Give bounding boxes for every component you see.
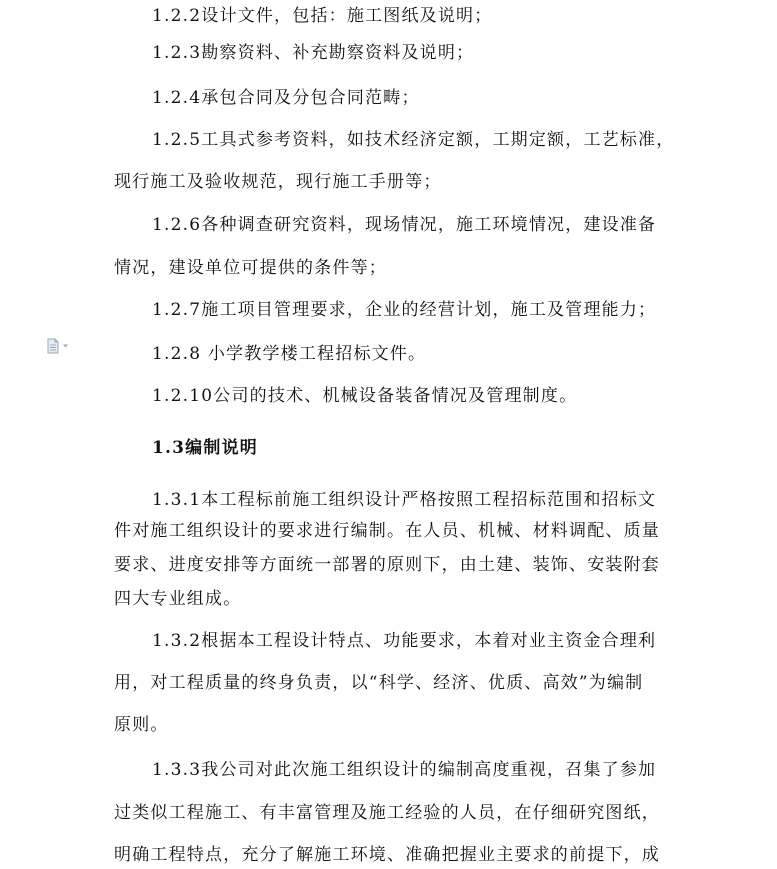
paragraph-1-3-1-line-4: 四大专业组成。 bbox=[114, 589, 242, 609]
paragraph-1-3-3-line-3: 明确工程特点，充分了解施工环境、准确把握业主要求的前提下，成 bbox=[114, 845, 660, 865]
chevron-down-icon bbox=[62, 343, 69, 349]
paragraph-1-3-1-line-2: 件对施工组织设计的要求进行编制。在人员、机械、材料调配、质量 bbox=[114, 521, 660, 541]
paragraph-1-2-3: 1.2.3勘察资料、补充勘察资料及说明； bbox=[152, 43, 475, 63]
paragraph-1-3-3-line-1: 1.3.3我公司对此次施工组织设计的编制高度重视，召集了参加 bbox=[152, 760, 657, 780]
document-page-icon bbox=[46, 338, 60, 354]
paragraph-1-3-1-line-3: 要求、进度安排等方面统一部署的原则下，由土建、装饰、安装附套 bbox=[114, 555, 660, 575]
paragraph-1-3-1-line-1: 1.3.1本工程标前施工组织设计严格按照工程招标范围和招标文 bbox=[152, 490, 657, 510]
paragraph-1-2-8: 1.2.8 小学教学楼工程招标文件。 bbox=[152, 344, 427, 364]
paragraph-1-2-10: 1.2.10公司的技术、机械设备装备情况及管理制度。 bbox=[152, 386, 578, 406]
paragraph-1-2-6-line-1: 1.2.6各种调查研究资料，现场情况，施工环境情况，建设准备 bbox=[152, 215, 657, 235]
paragraph-1-3-3-line-2: 过类似工程施工、有丰富管理及施工经验的人员，在仔细研究图纸， bbox=[114, 803, 660, 823]
paragraph-1-2-7: 1.2.7施工项目管理要求，企业的经营计划，施工及管理能力； bbox=[152, 300, 657, 320]
paragraph-1-2-5-line-2: 现行施工及验收规范，现行施工手册等； bbox=[114, 172, 442, 192]
paragraph-1-2-5-line-1: 1.2.5工具式参考资料，如技术经济定额，工期定额，工艺标准， bbox=[152, 130, 675, 150]
document-icon[interactable] bbox=[46, 338, 74, 354]
section-heading-1-3: 1.3编制说明 bbox=[152, 438, 258, 458]
paragraph-1-3-2-line-3: 原则。 bbox=[114, 715, 169, 735]
paragraph-1-3-2-line-1: 1.3.2根据本工程设计特点、功能要求，本着对业主资金合理利 bbox=[152, 631, 657, 651]
paragraph-1-2-2: 1.2.2设计文件，包括：施工图纸及说明； bbox=[152, 6, 493, 26]
paragraph-1-3-2-line-2: 用，对工程质量的终身负责，以“科学、经济、优质、高效”为编制 bbox=[114, 673, 644, 693]
paragraph-1-2-4: 1.2.4承包合同及分包合同范畴； bbox=[152, 88, 420, 108]
paragraph-1-2-6-line-2: 情况，建设单位可提供的条件等； bbox=[114, 258, 387, 278]
